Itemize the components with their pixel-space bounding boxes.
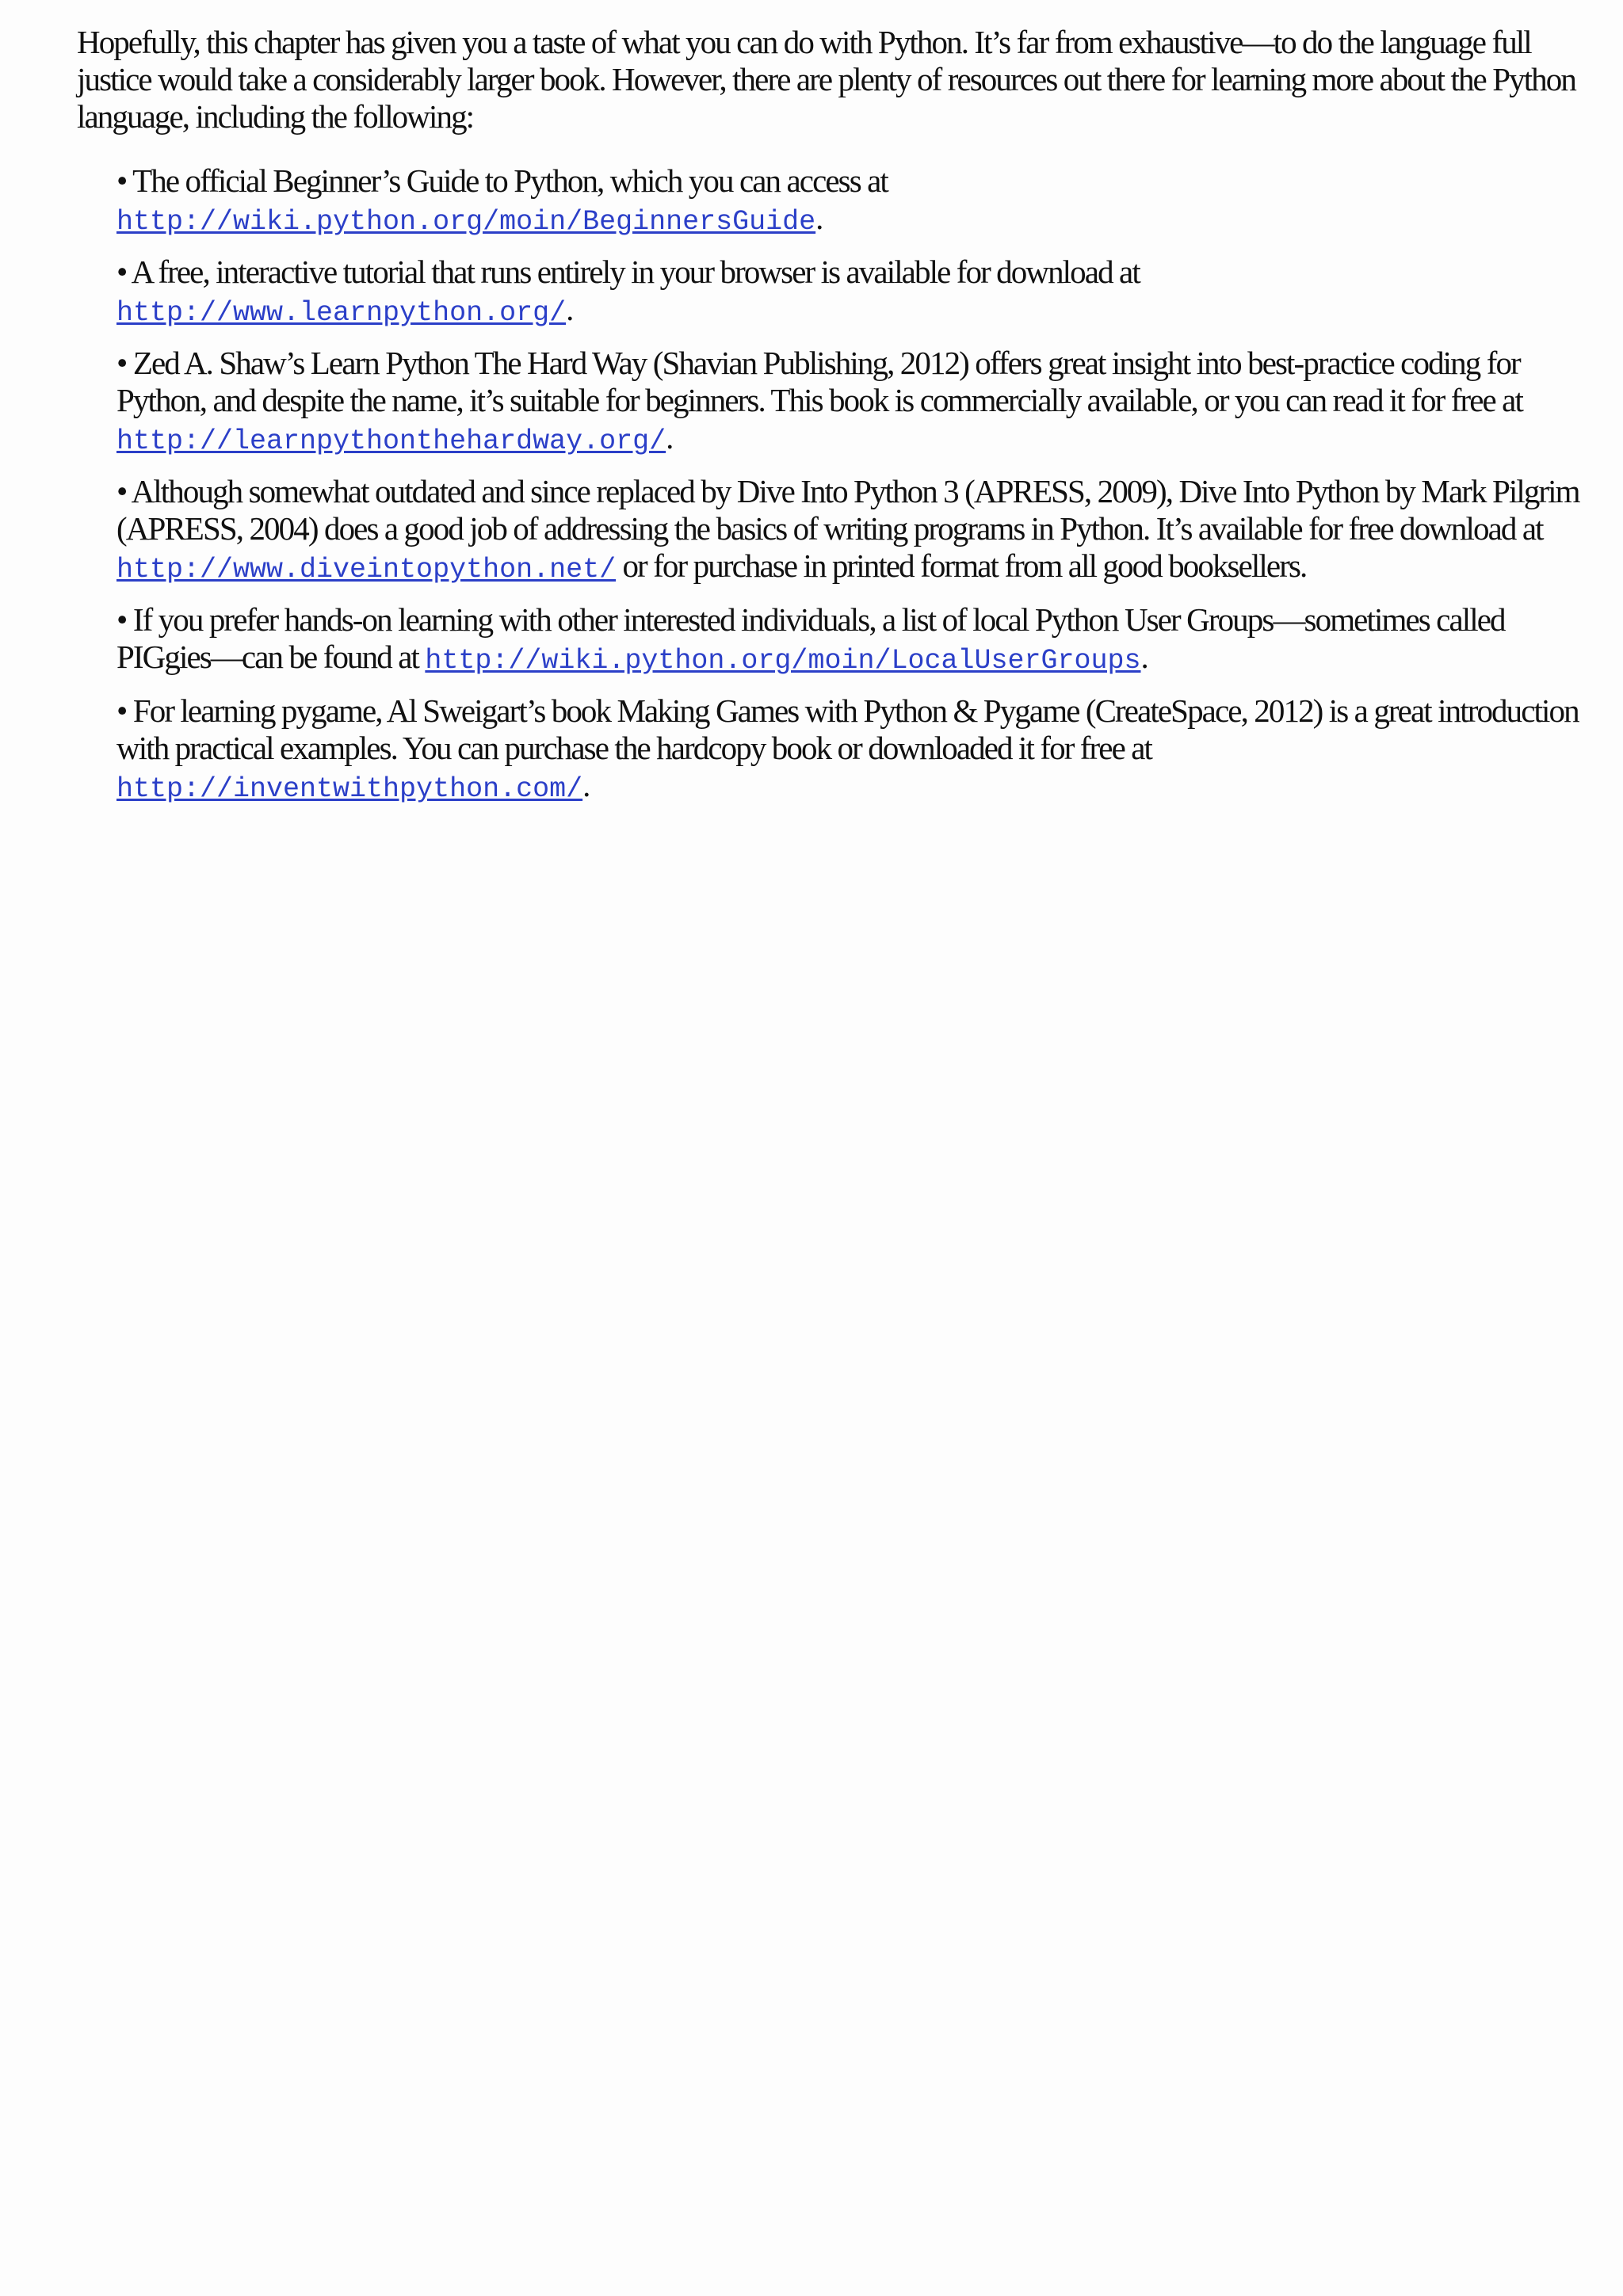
bullet-marker: • xyxy=(116,345,127,381)
local-user-groups-link[interactable]: http://wiki.python.org/moin/LocalUserGroups xyxy=(425,645,1141,677)
bullet-marker: • xyxy=(116,473,127,509)
bullet-marker: • xyxy=(116,692,127,729)
item-text-tail: . xyxy=(566,291,573,327)
list-item xyxy=(116,254,1583,332)
learnpythonthehardway-link[interactable]: http://learnpythonthehardway.org/ xyxy=(116,425,666,457)
item-text: A free, interactive tutorial that runs entirely in your browser is available for download at xyxy=(131,254,1140,290)
item-text-tail: . xyxy=(815,200,823,236)
item-text-tail: . xyxy=(1140,639,1148,675)
item-text: Zed A. Shaw’s Learn Python The Hard Way (Shavian Publishing, 2012) offers great insight into best-practice coding for Python, and despite the name, it’s suitable for beginners. This book is commercially available, or you can read it for free at xyxy=(116,345,1522,418)
bullet-marker: • xyxy=(116,254,127,290)
list-item xyxy=(116,345,1583,460)
item-text: Although somewhat outdated and since replaced by Dive Into Python 3 (APRESS, 2009), Dive Into Python by Mark Pilgrim (APRESS, 2004) does a good job of addressing the basics of writing programs in Python. It’s available for free download at xyxy=(116,473,1579,547)
list-item xyxy=(116,692,1583,808)
item-text-tail: . xyxy=(666,419,673,456)
list-item xyxy=(116,601,1583,680)
resource-list xyxy=(77,162,1583,808)
list-item xyxy=(116,473,1583,589)
item-text: For learning pygame, Al Sweigart’s book Making Games with Python & Pygame (CreateSpace, 2012) is a great introduction with practical examples. You can purchase the hardcopy book or downloaded it for free at xyxy=(116,692,1579,766)
intro-paragraph: Hopefully, this chapter has given you a taste of what you can do with Python. It’s far from exhaustive—to do the language full justice would take a considerably larger book. However, there are plenty of resources out there for learning more about the Python language, including the following: xyxy=(77,24,1575,135)
beginners-guide-link[interactable]: http://wiki.python.org/moin/BeginnersGuide xyxy=(116,206,816,238)
item-text: If you prefer hands-on learning with other interested individuals, a list of local Python User Groups—sometimes called PIGgies—can be found at xyxy=(116,601,1505,675)
inventwithpython-link[interactable]: http://inventwithpython.com/ xyxy=(116,773,583,805)
item-text: The official Beginner’s Guide to Python, which you can access at xyxy=(132,162,888,199)
diveintopython-link[interactable]: http://www.diveintopython.net/ xyxy=(116,554,617,585)
item-text-tail: . xyxy=(582,767,590,803)
item-text-tail: or for purchase in printed format from all good booksellers. xyxy=(616,547,1307,584)
document-page xyxy=(77,24,1583,821)
bullet-marker: • xyxy=(116,162,127,199)
learnpython-link[interactable]: http://www.learnpython.org/ xyxy=(116,297,567,329)
list-item xyxy=(116,162,1583,241)
bullet-marker: • xyxy=(116,601,127,638)
